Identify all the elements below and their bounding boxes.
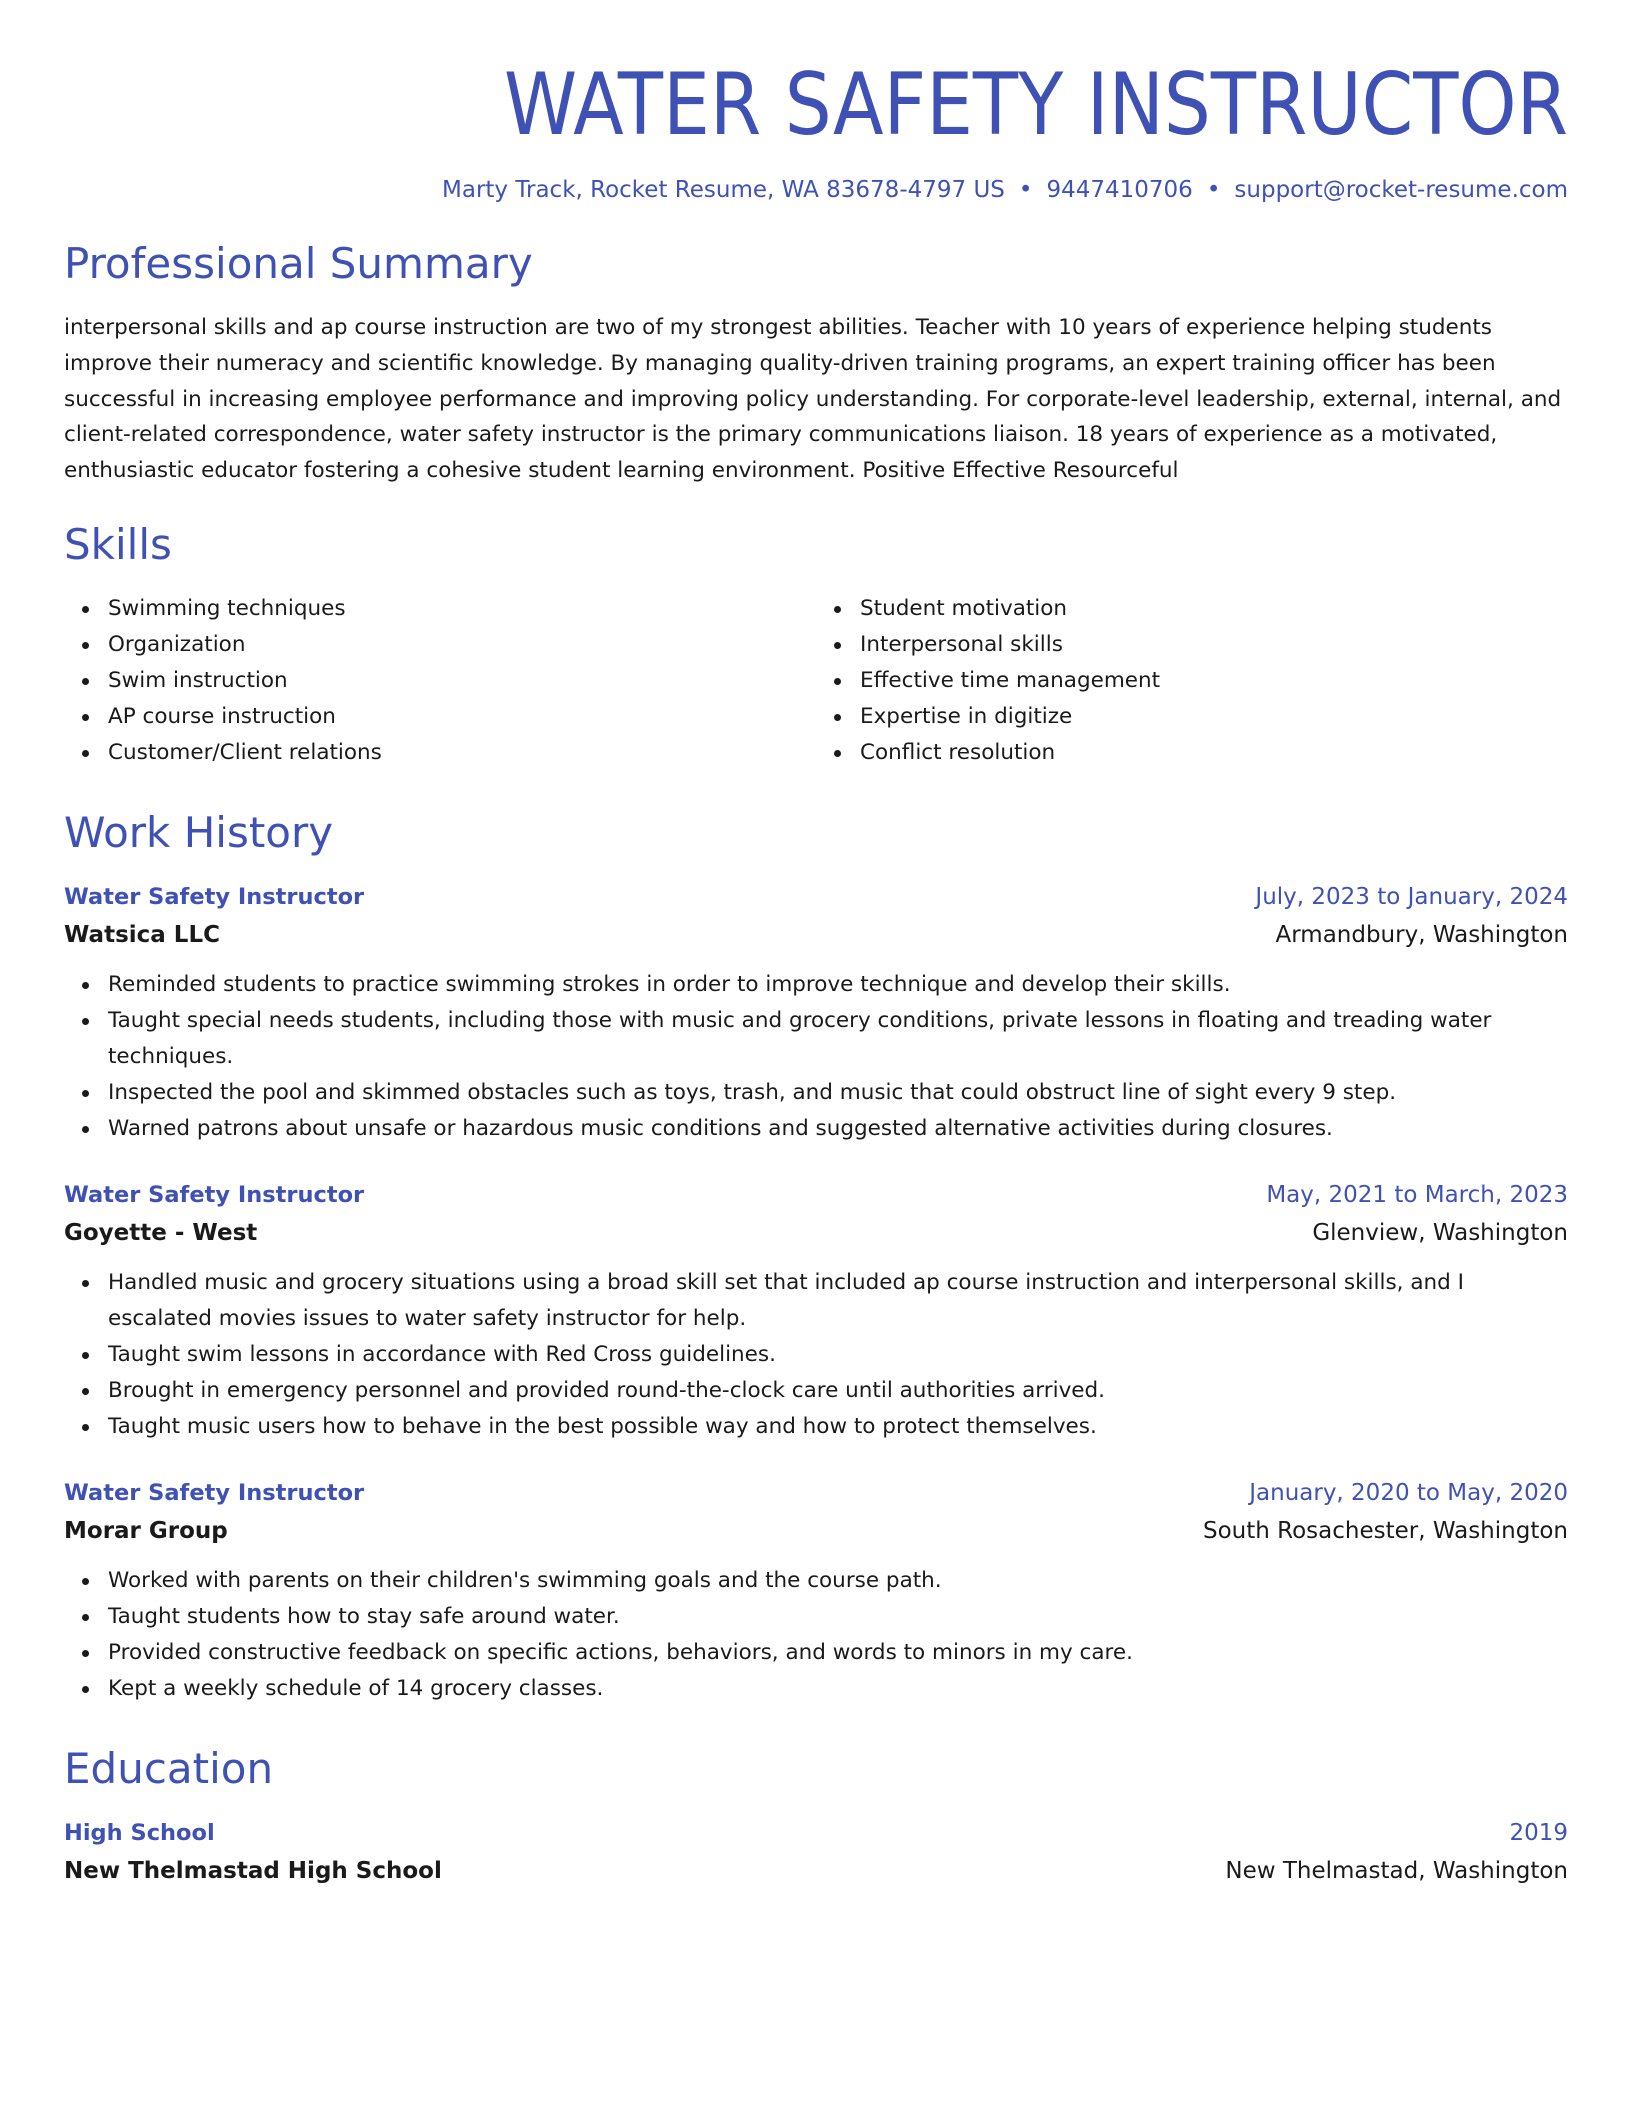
education-year: 2019 xyxy=(1509,1819,1568,1846)
job-bullet: Kept a weekly schedule of 14 grocery classes. xyxy=(108,1671,1568,1707)
job-entry xyxy=(64,879,1568,1147)
skills-list-left xyxy=(64,591,816,771)
skill-item: Swimming techniques xyxy=(108,591,816,627)
job-bullet: Brought in emergency personnel and provided round-the-clock care until authorities arrived. xyxy=(108,1373,1568,1409)
job-bullet: Worked with parents on their children's swimming goals and the course path. xyxy=(108,1563,1568,1599)
education-location: New Thelmastad, Washington xyxy=(1225,1857,1568,1884)
job-dates: May, 2021 to March, 2023 xyxy=(1266,1181,1568,1208)
job-bullet: Taught music users how to behave in the best possible way and how to protect themselves. xyxy=(108,1409,1568,1445)
job-bullet: Provided constructive feedback on specific actions, behaviors, and words to minors in my care. xyxy=(108,1635,1568,1671)
job-bullet: Warned patrons about unsafe or hazardous music conditions and suggested alternative activities during closures. xyxy=(108,1111,1568,1147)
job-company: Watsica LLC xyxy=(64,921,220,948)
skill-item: AP course instruction xyxy=(108,699,816,735)
job-location: South Rosachester, Washington xyxy=(1202,1517,1568,1544)
skill-item: Interpersonal skills xyxy=(860,627,1568,663)
job-bullets xyxy=(64,967,1568,1147)
contact-phone: 9447410706 xyxy=(1046,177,1193,203)
skill-item: Expertise in digitize xyxy=(860,699,1568,735)
job-dates: July, 2023 to January, 2024 xyxy=(1255,883,1568,910)
job-entry xyxy=(64,1177,1568,1445)
contact-line xyxy=(64,174,1568,206)
job-company: Morar Group xyxy=(64,1517,228,1544)
summary-heading: Professional Summary xyxy=(64,239,533,288)
job-bullet: Reminded students to practice swimming strokes in order to improve technique and develop their skills. xyxy=(108,967,1568,1003)
contact-email[interactable]: support@rocket-resume.com xyxy=(1234,177,1568,203)
summary-text: interpersonal skills and ap course instruction are two of my strongest abilities. Teacher with 10 years of experience helping students improve their numeracy and scientific knowledge. By managing quality-driven training programs, an expert training officer has been successful in increasing employee performance and improving policy understanding. For corporate-level leadership, external, internal, and client-related correspondence, water safety instructor is the primary communications liaison. 18 years of experience as a motivated, enthusiastic educator fostering a cohesive student learning environment. Positive Effective Resourceful xyxy=(64,315,1562,484)
work-history-heading: Work History xyxy=(64,807,334,857)
skill-item: Effective time management xyxy=(860,663,1568,699)
job-bullet: Handled music and grocery situations using a broad skill set that included ap course instruction and interpersonal skills, and I escalated movies issues to water safety instructor for help. xyxy=(108,1265,1568,1337)
skill-item: Customer/Client relations xyxy=(108,735,816,771)
job-bullets xyxy=(64,1563,1568,1707)
job-location: Armandbury, Washington xyxy=(1275,921,1568,948)
job-bullet: Taught swim lessons in accordance with Red Cross guidelines. xyxy=(108,1337,1568,1373)
job-location: Glenview, Washington xyxy=(1312,1219,1568,1246)
skills-list-right xyxy=(816,591,1568,771)
job-bullet: Taught special needs students, including those with music and grocery conditions, private lessons in floating and treading water techniques. xyxy=(108,1003,1568,1075)
education-degree: High School xyxy=(64,1819,215,1846)
resume-title: WATER SAFETY INSTRUCTOR xyxy=(503,55,1568,155)
job-company: Goyette - West xyxy=(64,1219,258,1246)
education-entry xyxy=(64,1815,1568,1891)
skills-grid xyxy=(64,591,1568,771)
skill-item: Student motivation xyxy=(860,591,1568,627)
contact-separator: • xyxy=(1206,177,1221,203)
job-bullet: Taught students how to stay safe around water. xyxy=(108,1599,1568,1635)
job-title: Water Safety Instructor xyxy=(64,1479,365,1506)
education-heading: Education xyxy=(64,1743,274,1793)
skills-heading: Skills xyxy=(64,519,172,569)
job-bullet: Inspected the pool and skimmed obstacles such as toys, trash, and music that could obstruct line of sight every 9 step. xyxy=(108,1075,1568,1111)
skill-item: Conflict resolution xyxy=(860,735,1568,771)
job-dates: January, 2020 to May, 2020 xyxy=(1249,1479,1568,1506)
education-school: New Thelmastad High School xyxy=(64,1857,442,1884)
job-title: Water Safety Instructor xyxy=(64,1181,365,1208)
job-entry xyxy=(64,1475,1568,1707)
contact-separator: • xyxy=(1018,177,1033,203)
skill-item: Swim instruction xyxy=(108,663,816,699)
contact-address: Marty Track, Rocket Resume, WA 83678-4797 US xyxy=(442,177,1005,203)
skill-item: Organization xyxy=(108,627,816,663)
job-bullets xyxy=(64,1265,1568,1445)
job-title: Water Safety Instructor xyxy=(64,883,365,910)
